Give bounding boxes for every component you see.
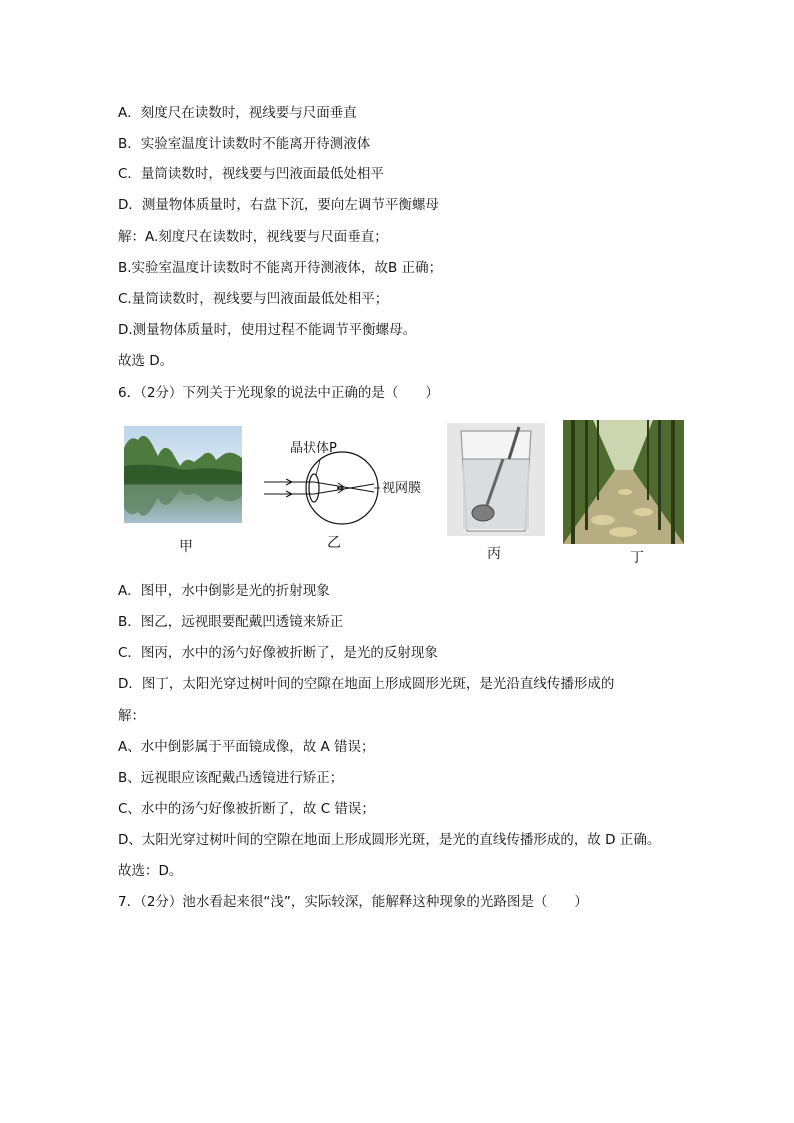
retina-label: 视网膜 (382, 481, 422, 496)
figure-jia-landscape (124, 426, 242, 523)
lens-label: 晶状体P (290, 441, 337, 456)
q6-answer: 故选：D。 (118, 863, 183, 879)
q5-solution-line: C.量筒读数时，视线要与凹液面最低处相平； (118, 291, 389, 307)
figure-ding-caption: 丁 (630, 550, 644, 566)
q6-solution-line: B、远视眼应该配戴凸透镜进行矫正； (118, 770, 344, 786)
figure-bing-spoon-in-glass (447, 423, 545, 536)
q5-option-d: D．测量物体质量时，右盘下沉，要向左调节平衡螺母 (118, 197, 439, 213)
q6-stem: 6．（2分）下列关于光现象的说法中正确的是（ ） (118, 385, 439, 401)
q5-option-b: B．实验室温度计读数时不能离开待测液体 (118, 136, 371, 152)
figure-yi-caption: 乙 (327, 535, 341, 551)
figure-jia-caption: 甲 (179, 539, 193, 555)
q5-option-c: C．量筒读数时，视线要与凹液面最低处相平 (118, 166, 384, 182)
q6-solution-head: 解： (118, 708, 145, 724)
figure-bing-caption: 丙 (487, 546, 501, 562)
q5-solution-line: B.实验室温度计读数时不能离开待测液体，故B 正确； (118, 260, 443, 276)
q5-solution-line: 解：A.刻度尺在读数时，视线要与尺面垂直； (118, 229, 388, 245)
q5-solution-line: D.测量物体质量时，使用过程不能调节平衡螺母。 (118, 322, 417, 338)
q6-option-b: B．图乙，远视眼要配戴凹透镜来矫正 (118, 614, 344, 630)
q5-option-a: A．刻度尺在读数时，视线要与尺面垂直 (118, 105, 357, 121)
q6-option-d: D．图丁，太阳光穿过树叶间的空隙在地面上形成圆形光斑，是光沿直线传播形成的 (118, 676, 615, 692)
q6-solution-line: D、太阳光穿过树叶间的空隙在地面上形成圆形光斑，是光的直线传播形成的，故 D 正确。 (118, 832, 661, 848)
figure-ding-tree-path (563, 420, 684, 544)
q6-solution-line: C、水中的汤勺好像被折断了，故 C 错误； (118, 801, 375, 817)
q6-solution-line: A、水中倒影属于平面镜成像，故 A 错误； (118, 739, 375, 755)
q6-option-a: A．图甲，水中倒影是光的折射现象 (118, 583, 330, 599)
q6-option-c: C．图丙，水中的汤勺好像被折断了，是光的反射现象 (118, 645, 438, 661)
q7-stem: 7．（2分）池水看起来很“浅”，实际较深，能解释这种现象的光路图是（ ） (118, 894, 588, 910)
q5-answer: 故选 D。 (118, 353, 174, 369)
